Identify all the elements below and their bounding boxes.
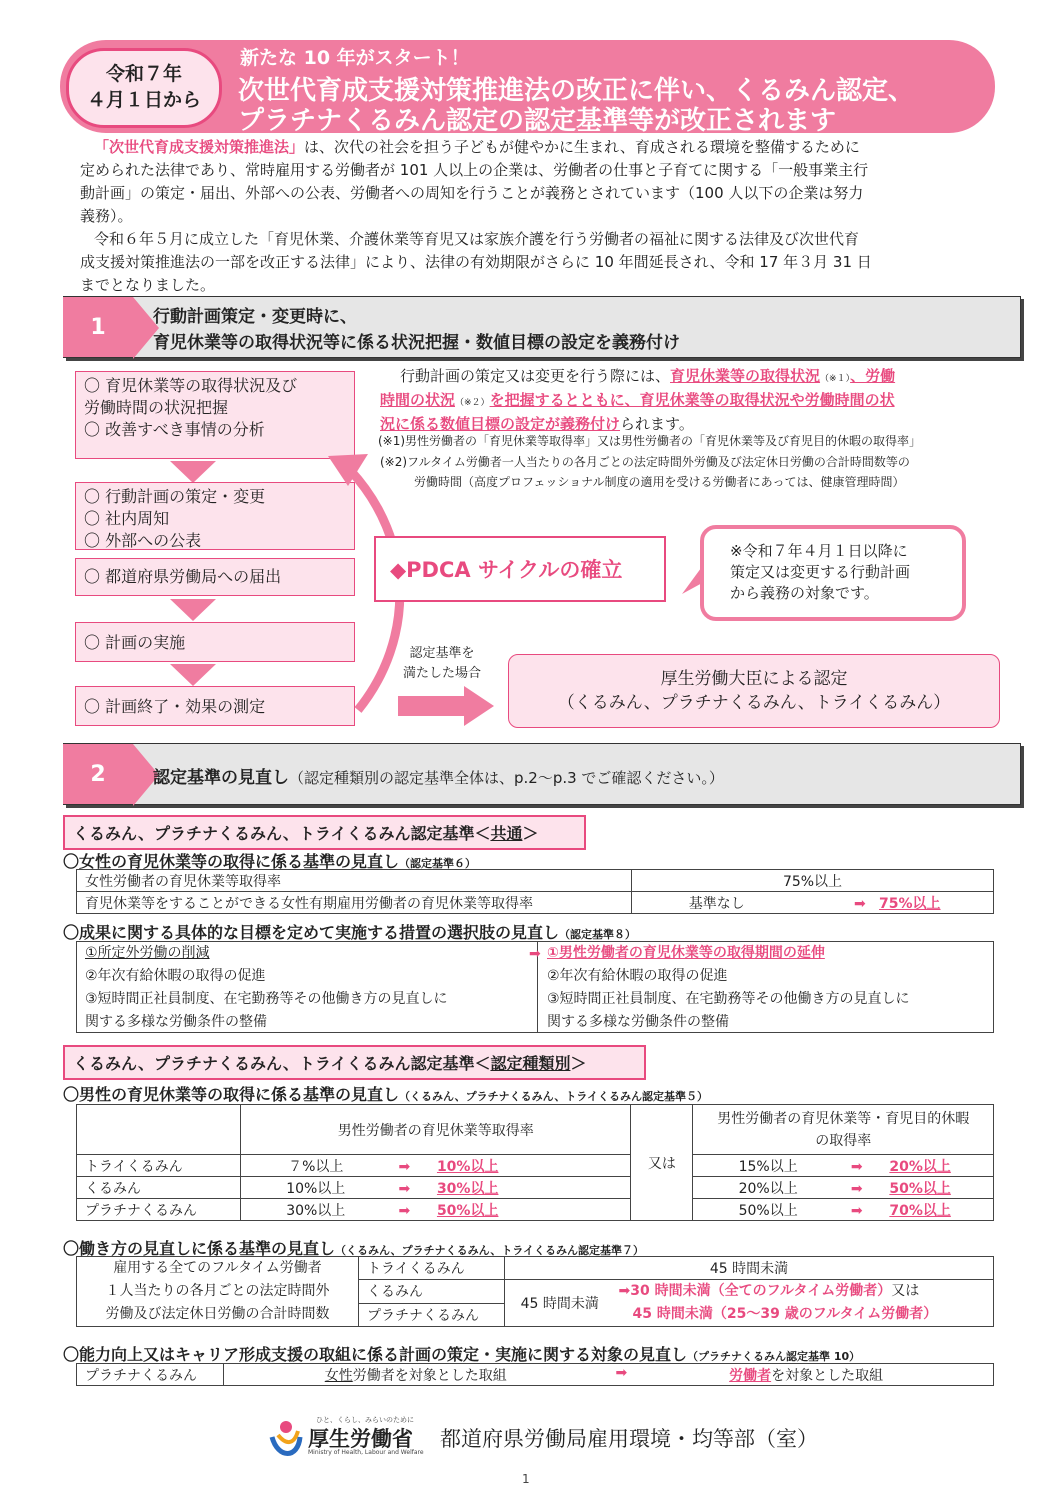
logo-name: 厚生労働省 bbox=[308, 1427, 413, 1451]
note1: (※1)男性労働者の「育児休業等取得率」又は男性労働者の「育児休業等及び育児目的休暇の取得率」 bbox=[378, 434, 922, 448]
header-subtitle: 新たな 10 年がスタート！ bbox=[240, 47, 470, 69]
option-item: ③短時間正社員制度、在宅勤務等その他働き方の見直しに bbox=[85, 991, 448, 1007]
label-line: 雇用する全てのフルタイム労働者 bbox=[113, 1260, 322, 1276]
table-cell bbox=[77, 1257, 359, 1327]
label-line: 労働及び法定休日労働の合計時間数 bbox=[105, 1306, 330, 1322]
table-cell: 10%以上 bbox=[241, 1177, 391, 1199]
table-row bbox=[77, 1199, 994, 1221]
label-text: くるみん、プラチナくるみん、トライくるみん認定基準＜ bbox=[73, 1054, 491, 1073]
criterion6-table bbox=[76, 869, 994, 914]
heading-text: 〇能力向上又はキャリア形成支援の取組に係る計画の策定・実施に関する対象の見直し bbox=[63, 1345, 688, 1364]
table-cell: プラチナくるみん bbox=[77, 1364, 224, 1386]
table-header bbox=[693, 1105, 994, 1155]
change-arrow-icon: ➡ bbox=[618, 1283, 631, 1299]
section2-note: （認定種類別の認定基準全体は、p.2～p.3 でご確認ください。） bbox=[289, 769, 724, 787]
badge-line2: ４月１日から bbox=[86, 89, 201, 111]
desc-highlight: を把握するとともに、育児休業等の取得状況や労働時間の状 bbox=[489, 391, 895, 409]
table-cell: ７%以上 bbox=[241, 1155, 391, 1177]
flow-item: 〇 外部への公表 bbox=[84, 531, 202, 550]
new-value: 50%以上 bbox=[436, 1202, 499, 1219]
table-cell bbox=[843, 1199, 994, 1221]
new-value: 50%以上 bbox=[889, 1180, 951, 1197]
intro-p2-line2: 成支援対策推進法の一部を改正する法律」により、法律の有効期限がさらに 10 年間延長され、令和 17 年３月 31 日 bbox=[80, 253, 872, 271]
change-arrow-icon: ➡ bbox=[615, 1364, 628, 1381]
flow-down-arrow bbox=[170, 599, 216, 621]
logo-english: Ministry of Health, Labour and Welfare bbox=[308, 1449, 424, 1456]
badge-line1: 令和７年 bbox=[105, 63, 182, 85]
table-cell: 20%以上 bbox=[693, 1177, 843, 1199]
new-value: 30 時間未満（全てのフルタイム労働者） bbox=[630, 1283, 892, 1299]
criterion8-new bbox=[547, 942, 987, 1034]
header-title-line2: プラチナくるみん認定の認定基準等が改正されます bbox=[238, 106, 837, 136]
table-cell: 15%以上 bbox=[693, 1155, 843, 1177]
desc-text: られます。 bbox=[620, 415, 694, 433]
table-cell: プラチナくるみん bbox=[77, 1199, 241, 1221]
heading-small: （くるみん、プラチナくるみん、トライくるみん認定基準７） bbox=[335, 1244, 645, 1257]
certification-line2: （くるみん、プラチナくるみん、トライくるみん） bbox=[557, 693, 951, 713]
note2b: 労働時間（高度プロフェッショナル制度の適用を受ける労働者にあっては、健康管理時間） bbox=[414, 475, 905, 489]
desc-text: 行動計画の策定又は変更を行う際には、 bbox=[400, 367, 671, 385]
table-cell bbox=[77, 1105, 241, 1155]
criterion5-heading bbox=[63, 1082, 708, 1105]
type-criteria-label bbox=[63, 1045, 646, 1080]
intro-p1-text: は、次代の社会を担う子どもが健やかに生まれ、育成される環境を整備するために bbox=[304, 138, 860, 156]
old-target: 女性 bbox=[324, 1367, 353, 1384]
table-cell bbox=[802, 892, 994, 914]
flow-item: 〇 社内周知 bbox=[84, 509, 170, 528]
table-row bbox=[77, 1257, 994, 1280]
department-name: 都道府県労働局雇用環境・均等部（室） bbox=[440, 1427, 818, 1451]
flow-item: 〇 改善すべき事情の分析 bbox=[84, 420, 265, 439]
flow-box-evaluate bbox=[75, 686, 355, 726]
change-arrow-icon: ➡ bbox=[850, 1158, 863, 1175]
option-item: ①男性労働者の育児休業等の取得期間の延伸 bbox=[547, 945, 825, 961]
option-item: ②年次有給休暇の取得の促進 bbox=[547, 968, 728, 984]
right-arrow bbox=[398, 686, 496, 726]
table-row bbox=[77, 1155, 994, 1177]
certification-box bbox=[508, 654, 1000, 728]
certification-line1: 厚生労働大臣による認定 bbox=[660, 669, 848, 689]
mhlw-emblem-icon bbox=[268, 1419, 304, 1459]
table-cell: トライくるみん bbox=[359, 1257, 505, 1280]
table-header: 男性労働者の育児休業等取得率 bbox=[241, 1105, 631, 1155]
pdca-box: ◆PDCA サイクルの確立 bbox=[374, 536, 666, 602]
heading-text: 〇男性の育児休業等の取得に係る基準の見直し bbox=[63, 1085, 400, 1104]
section1-bar bbox=[63, 296, 1021, 358]
heading-text: 〇働き方の見直しに係る基準の見直し bbox=[63, 1239, 336, 1258]
table-cell: 基準なし bbox=[632, 892, 802, 914]
callout-line: ※令和７年４月１日以降に bbox=[730, 542, 908, 560]
heading-small: （認定基準６） bbox=[399, 857, 477, 870]
table-cell: くるみん bbox=[77, 1177, 241, 1199]
flow-box-analysis bbox=[75, 371, 355, 459]
condition-line: 認定基準を bbox=[409, 646, 475, 661]
label-text: ＞ bbox=[570, 1054, 587, 1073]
flow-down-arrow bbox=[170, 664, 216, 686]
section2-number: 2 bbox=[63, 744, 133, 804]
option-item: ①所定外労働の削減 bbox=[85, 945, 210, 961]
desc-note-ref: （※２） bbox=[455, 398, 490, 408]
desc-highlight: 育児休業等の取得状況 bbox=[670, 367, 821, 385]
law-name: 「次世代育成支援対策推進法」 bbox=[94, 138, 305, 156]
option-item: ②年次有給休暇の取得の促進 bbox=[85, 968, 266, 984]
table-cell: 45 時間未満 bbox=[505, 1257, 994, 1280]
section1-number: 1 bbox=[63, 297, 133, 357]
section1-title-line1: 行動計画策定・変更時に、 bbox=[153, 307, 357, 327]
section1-title-line2: 育児休業等の取得状況等に係る状況把握・数値目標の設定を義務付け bbox=[153, 333, 680, 353]
table-cell bbox=[843, 1155, 994, 1177]
condition-label bbox=[398, 644, 486, 684]
table-cell bbox=[391, 1177, 631, 1199]
heading-small: （くるみん、プラチナくるみん、トライくるみん認定基準５） bbox=[399, 1090, 709, 1103]
flow-item: 〇 計画の実施 bbox=[84, 633, 186, 652]
table-cell: くるみん bbox=[359, 1280, 505, 1304]
table-row bbox=[77, 870, 994, 892]
option-item: 関する多様な労働条件の整備 bbox=[85, 1014, 267, 1030]
mhlw-logo bbox=[268, 1415, 424, 1459]
header-line: 男性労働者の育児休業等・育児目的休暇 bbox=[717, 1110, 970, 1127]
label-text: くるみん、プラチナくるみん、トライくるみん認定基準＜ bbox=[73, 824, 491, 843]
table-row bbox=[77, 1177, 994, 1199]
desc-highlight: 、労働 bbox=[850, 367, 896, 385]
new-value: 70%以上 bbox=[889, 1202, 951, 1219]
flow-box-implement bbox=[75, 622, 355, 662]
or-text: 又は bbox=[891, 1283, 920, 1299]
heading-text: 〇女性の育児休業等の取得に係る基準の見直し bbox=[63, 852, 400, 871]
label-underline: 認定種類別 bbox=[490, 1054, 571, 1073]
flow-item: 〇 計画終了・効果の測定 bbox=[84, 697, 266, 716]
desc-note-ref: （※１） bbox=[820, 374, 851, 384]
table-cell bbox=[843, 1177, 994, 1199]
label-line: １人当たりの各月ごとの法定時間外 bbox=[105, 1283, 330, 1299]
page-number: 1 bbox=[522, 1472, 530, 1486]
table-cell bbox=[391, 1155, 631, 1177]
new-value: 75%以上 bbox=[879, 895, 941, 912]
callout-line: から義務の対象です。 bbox=[730, 584, 879, 602]
flow-box-plan bbox=[75, 482, 355, 550]
change-arrow-icon: ➡ bbox=[853, 895, 866, 912]
table-cell: 75%以上 bbox=[632, 870, 994, 892]
table-row bbox=[77, 892, 994, 914]
table-cell: プラチナくるみん bbox=[359, 1303, 505, 1327]
note2a: (※2)フルタイム労働者一人当たりの各月ごとの法定時間外労働及び法定休日労働の合計時間数等の bbox=[380, 455, 910, 469]
table-cell: 育児休業等をすることができる女性有期雇用労働者の育児休業等取得率 bbox=[77, 892, 632, 914]
section1-description bbox=[380, 366, 1000, 435]
flow-box-notify bbox=[75, 558, 355, 596]
heading-small: （認定基準８） bbox=[559, 928, 637, 941]
change-arrow-icon: ➡ bbox=[529, 946, 541, 962]
common-criteria-label bbox=[63, 815, 586, 850]
change-arrow-icon: ➡ bbox=[398, 1158, 411, 1175]
flow-item: 労働時間の状況把握 bbox=[84, 398, 229, 417]
criterion10-table bbox=[76, 1363, 994, 1386]
table-cell bbox=[224, 1364, 608, 1386]
change-arrow-icon: ➡ bbox=[398, 1180, 411, 1197]
callout-line: 策定又は変更する行動計画 bbox=[730, 563, 911, 581]
intro-p2-line3: までとなりました。 bbox=[80, 276, 216, 294]
intro-paragraph bbox=[80, 136, 1020, 297]
old-text: 労働者を対象とした取組 bbox=[352, 1367, 507, 1384]
option-item: ③短時間正社員制度、在宅勤務等その他働き方の見直しに bbox=[547, 991, 910, 1007]
callout-text bbox=[730, 541, 910, 604]
table-row bbox=[77, 1364, 994, 1386]
table-cell: 50%以上 bbox=[693, 1199, 843, 1221]
flow-item: 〇 育児休業等の取得状況及び bbox=[84, 376, 298, 395]
desc-highlight: 況に係る数値目標の設定が義務付け bbox=[380, 415, 621, 433]
change-arrow-icon: ➡ bbox=[398, 1202, 411, 1219]
section2-bar bbox=[63, 743, 1021, 805]
change-arrow-icon: ➡ bbox=[850, 1180, 863, 1197]
flow-item: 〇 都道府県労働局への届出 bbox=[84, 567, 282, 586]
table-cell: トライくるみん bbox=[77, 1155, 241, 1177]
section2-title-text: 認定基準の見直し bbox=[153, 768, 289, 788]
table-header-row bbox=[77, 1105, 994, 1155]
date-badge bbox=[66, 48, 222, 128]
new-text: を対象とした取組 bbox=[771, 1367, 884, 1384]
section2-title bbox=[153, 763, 724, 788]
change-arrow-icon: ➡ bbox=[850, 1202, 863, 1219]
or-cell: 又は bbox=[631, 1105, 693, 1221]
new-value: 10%以上 bbox=[436, 1158, 499, 1175]
intro-p1-line2: 定められた法律であり、常時雇用する労働者が 101 人以上の企業は、労働者の仕事と子育てに関する「一般事業主行 bbox=[80, 161, 869, 179]
flow-item: 〇 行動計画の策定・変更 bbox=[84, 487, 266, 506]
intro-p2-line1: 令和６年５月に成立した「育児休業、介護休業等育児又は家族介護を行う労働者の福祉に関する法律及び次世代育 bbox=[94, 230, 860, 248]
criterion8-box bbox=[76, 941, 994, 1033]
new-target: 労働者 bbox=[729, 1367, 772, 1384]
logo-tagline: ひと、くらし、みらいのために bbox=[316, 1416, 414, 1424]
heading-text: 〇成果に関する具体的な目標を定めて実施する措置の選択肢の見直し bbox=[63, 923, 560, 942]
new-value: 20%以上 bbox=[889, 1158, 951, 1175]
table-cell: 45 時間未満 bbox=[505, 1280, 615, 1327]
criterion5-table bbox=[76, 1104, 994, 1221]
table-cell bbox=[391, 1199, 631, 1221]
option-item: 関する多様な労働条件の整備 bbox=[547, 1014, 729, 1030]
criterion8-old bbox=[85, 942, 535, 1034]
criterion7-table bbox=[76, 1256, 994, 1327]
table-cell: 女性労働者の育児休業等取得率 bbox=[77, 870, 632, 892]
flow-down-arrow bbox=[170, 461, 216, 483]
header-title-line1: 次世代育成支援対策推進法の改正に伴い、くるみん認定、 bbox=[238, 76, 915, 106]
label-underline: 共通 bbox=[490, 824, 523, 843]
table-cell: 30%以上 bbox=[241, 1199, 391, 1221]
heading-small: （プラチナくるみん認定基準 10） bbox=[687, 1350, 861, 1363]
table-cell bbox=[608, 1364, 994, 1386]
condition-line: 満たした場合 bbox=[402, 666, 481, 681]
label-text: ＞ bbox=[522, 824, 539, 843]
table-cell bbox=[615, 1280, 994, 1327]
intro-p1-line3: 動計画」の策定・届出、外部への公表、労働者への周知を行うことが義務とされています（100 人以下の企業は努力 bbox=[80, 184, 864, 202]
desc-highlight: 時間の状況 bbox=[380, 391, 456, 409]
header-line: の取得率 bbox=[815, 1132, 872, 1149]
criterion10-heading bbox=[63, 1342, 860, 1365]
criterion8-heading bbox=[63, 920, 636, 943]
new-value: 30%以上 bbox=[436, 1180, 499, 1197]
intro-p1-line4: 義務）。 bbox=[80, 207, 133, 225]
new-value: 45 時間未満（25～39 歳のフルタイム労働者） bbox=[632, 1306, 938, 1322]
